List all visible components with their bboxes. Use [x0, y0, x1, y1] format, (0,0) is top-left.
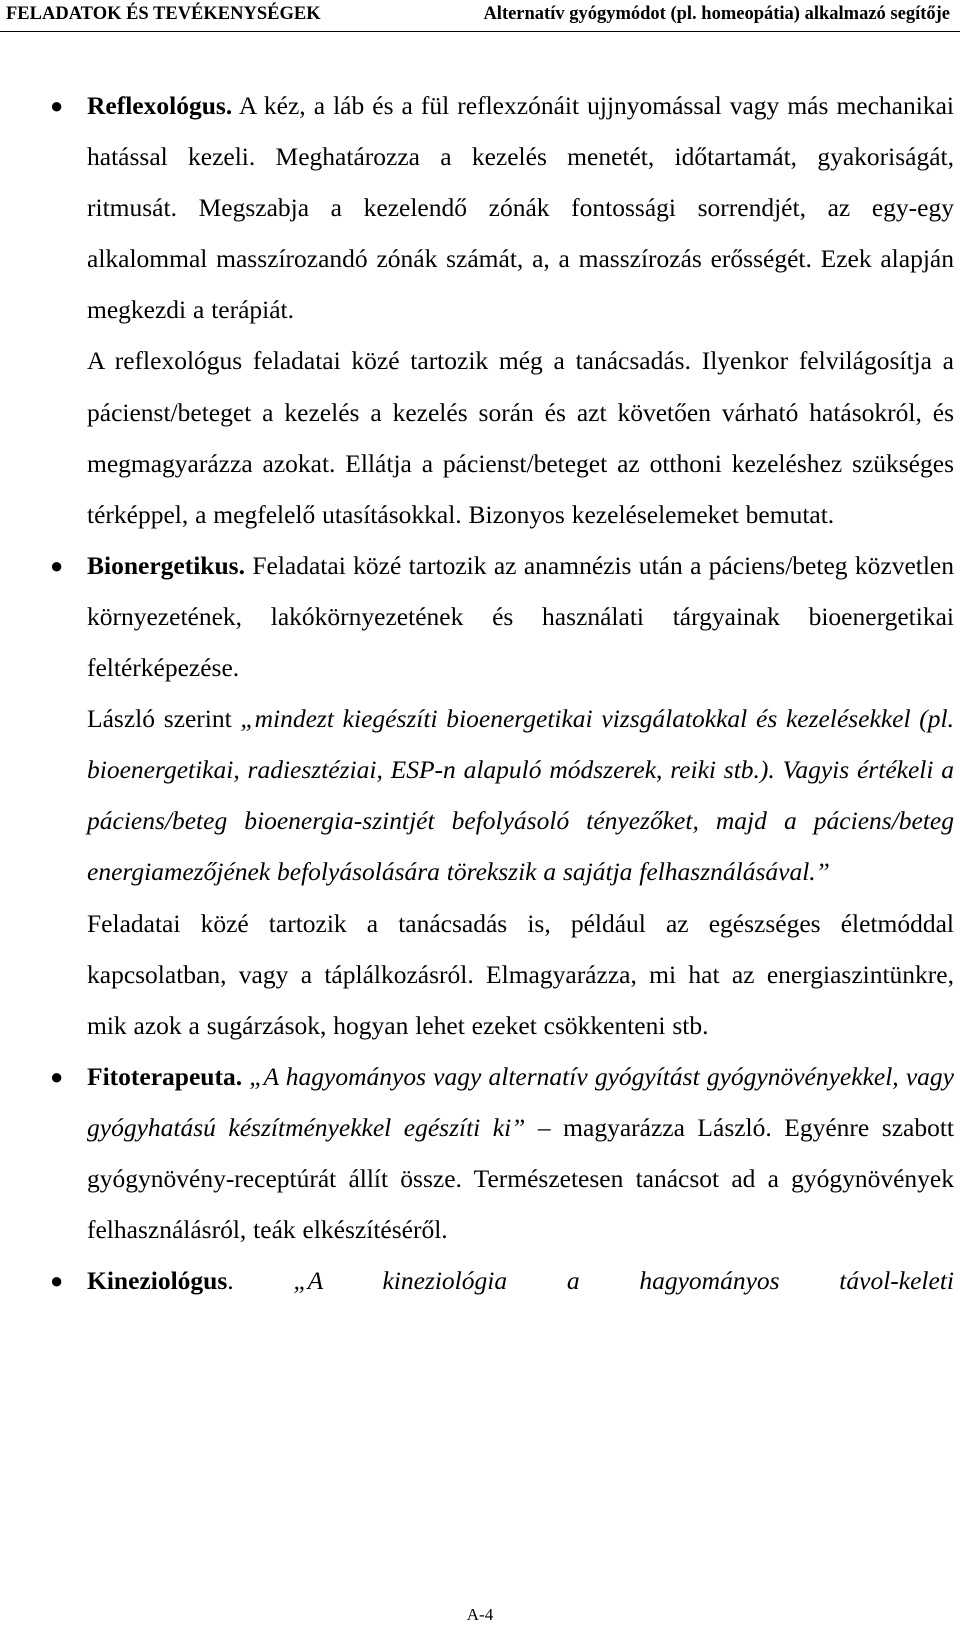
running-header — [0, 0, 960, 32]
paragraph: A reflexológus feladatai közé tartozik még a tanácsadás. Ilyenkor felvilágosítja a pácienst/beteget a kezelés a kezelés során és azt követően várható hatásokról, és megmagyarázza azokat. Ellátja a pácienst/beteget az otthoni kezeléshez szükséges térképpel, a megfelelő utasításokkal. Bizonyos kezeléselemeket bemutat. — [87, 346, 954, 529]
item-title: Bionergetikus. — [87, 550, 245, 580]
quote-text: „A hagyományos vagy alternatív gyógyítást gyógynövényekkel, vagy gyógyhatású készítményekkel egészíti ki” — [87, 1061, 954, 1142]
list-item-reflexologus — [50, 80, 954, 540]
paragraph — [87, 540, 954, 693]
quote-text: „mindezt kiegészíti bioenergetikai vizsgálatokkal és kezelésekkel (pl. bioenergetikai, radiesztéziai, ESP-n alapuló módszerek, reiki stb.). Vagyis értékeli a páciens/beteg bioenergia-szintjét befolyásoló tényezőket, majd a páciens/beteg energiamezőjének befolyásolására törekszik a sajátja felhasználásával.” — [87, 704, 954, 887]
item-text: . — [227, 1266, 294, 1296]
paragraph: Feladatai közé tartozik a tanácsadás is, például az egészséges életmóddal kapcsolatban, vagy a táplálkozásról. Elmagyarázza, mi hat az energiaszintünkre, mik azok a sugárzások, hogyan lehet ezeket csökkenteni stb. — [87, 908, 954, 1040]
page-body — [50, 80, 955, 1306]
bullet-icon: ● — [50, 1268, 64, 1294]
item-text: Feladatai közé tartozik az anamnézis után a páciens/beteg közvetlen környezetének, lakókörnyezetének és használati tárgyainak bioenergetikai feltérképezése. — [87, 550, 954, 683]
paragraph — [87, 1255, 954, 1306]
bullet-icon: ● — [50, 1063, 64, 1089]
header-document-title: Alternatív gyógymódot (pl. homeopátia) alkalmazó segítője — [483, 4, 950, 24]
item-text: A kéz, a láb és a fül reflexzónáit ujjnyomással vagy más mechanikai hatással kezeli. Meghatározza a kezelés menetét, időtartamát, gyakoriságát, ritmusát. Megszabja a kezelendő zónák fontossági sorrendjét, az egy-egy alkalommal masszírozandó zónák számát, a, a masszírozás erősségét. Ezek alapján megkezdi a terápiát. — [87, 91, 954, 325]
item-title: Kineziológus — [87, 1266, 228, 1296]
bullet-icon: ● — [50, 93, 64, 118]
bullet-icon: ● — [50, 552, 64, 578]
item-text: László szerint — [87, 704, 241, 734]
header-section-title: FELADATOK ÉS TEVÉKENYSÉGEK — [6, 4, 321, 24]
paragraph — [87, 80, 954, 335]
item-title: Fitoterapeuta. — [87, 1061, 243, 1091]
paragraph — [87, 1051, 954, 1255]
list-item-fitoterapeuta — [50, 1051, 955, 1255]
list-item-bionergetikus — [50, 540, 954, 1051]
item-title: Reflexológus. — [87, 91, 233, 120]
page-number: A-4 — [466, 1605, 494, 1624]
paragraph — [87, 693, 954, 897]
item-text: – magyarázza László. Egyénre szabott gyógynövény-receptúrát állít össze. Természetesen tanácsot ad a gyógynövények felhasználásról, teák elkészítéséről. — [87, 1112, 955, 1245]
quote-text: „A kineziológia a hagyományos távol-keleti — [293, 1266, 954, 1296]
list-item-kineziologus — [50, 1255, 954, 1306]
